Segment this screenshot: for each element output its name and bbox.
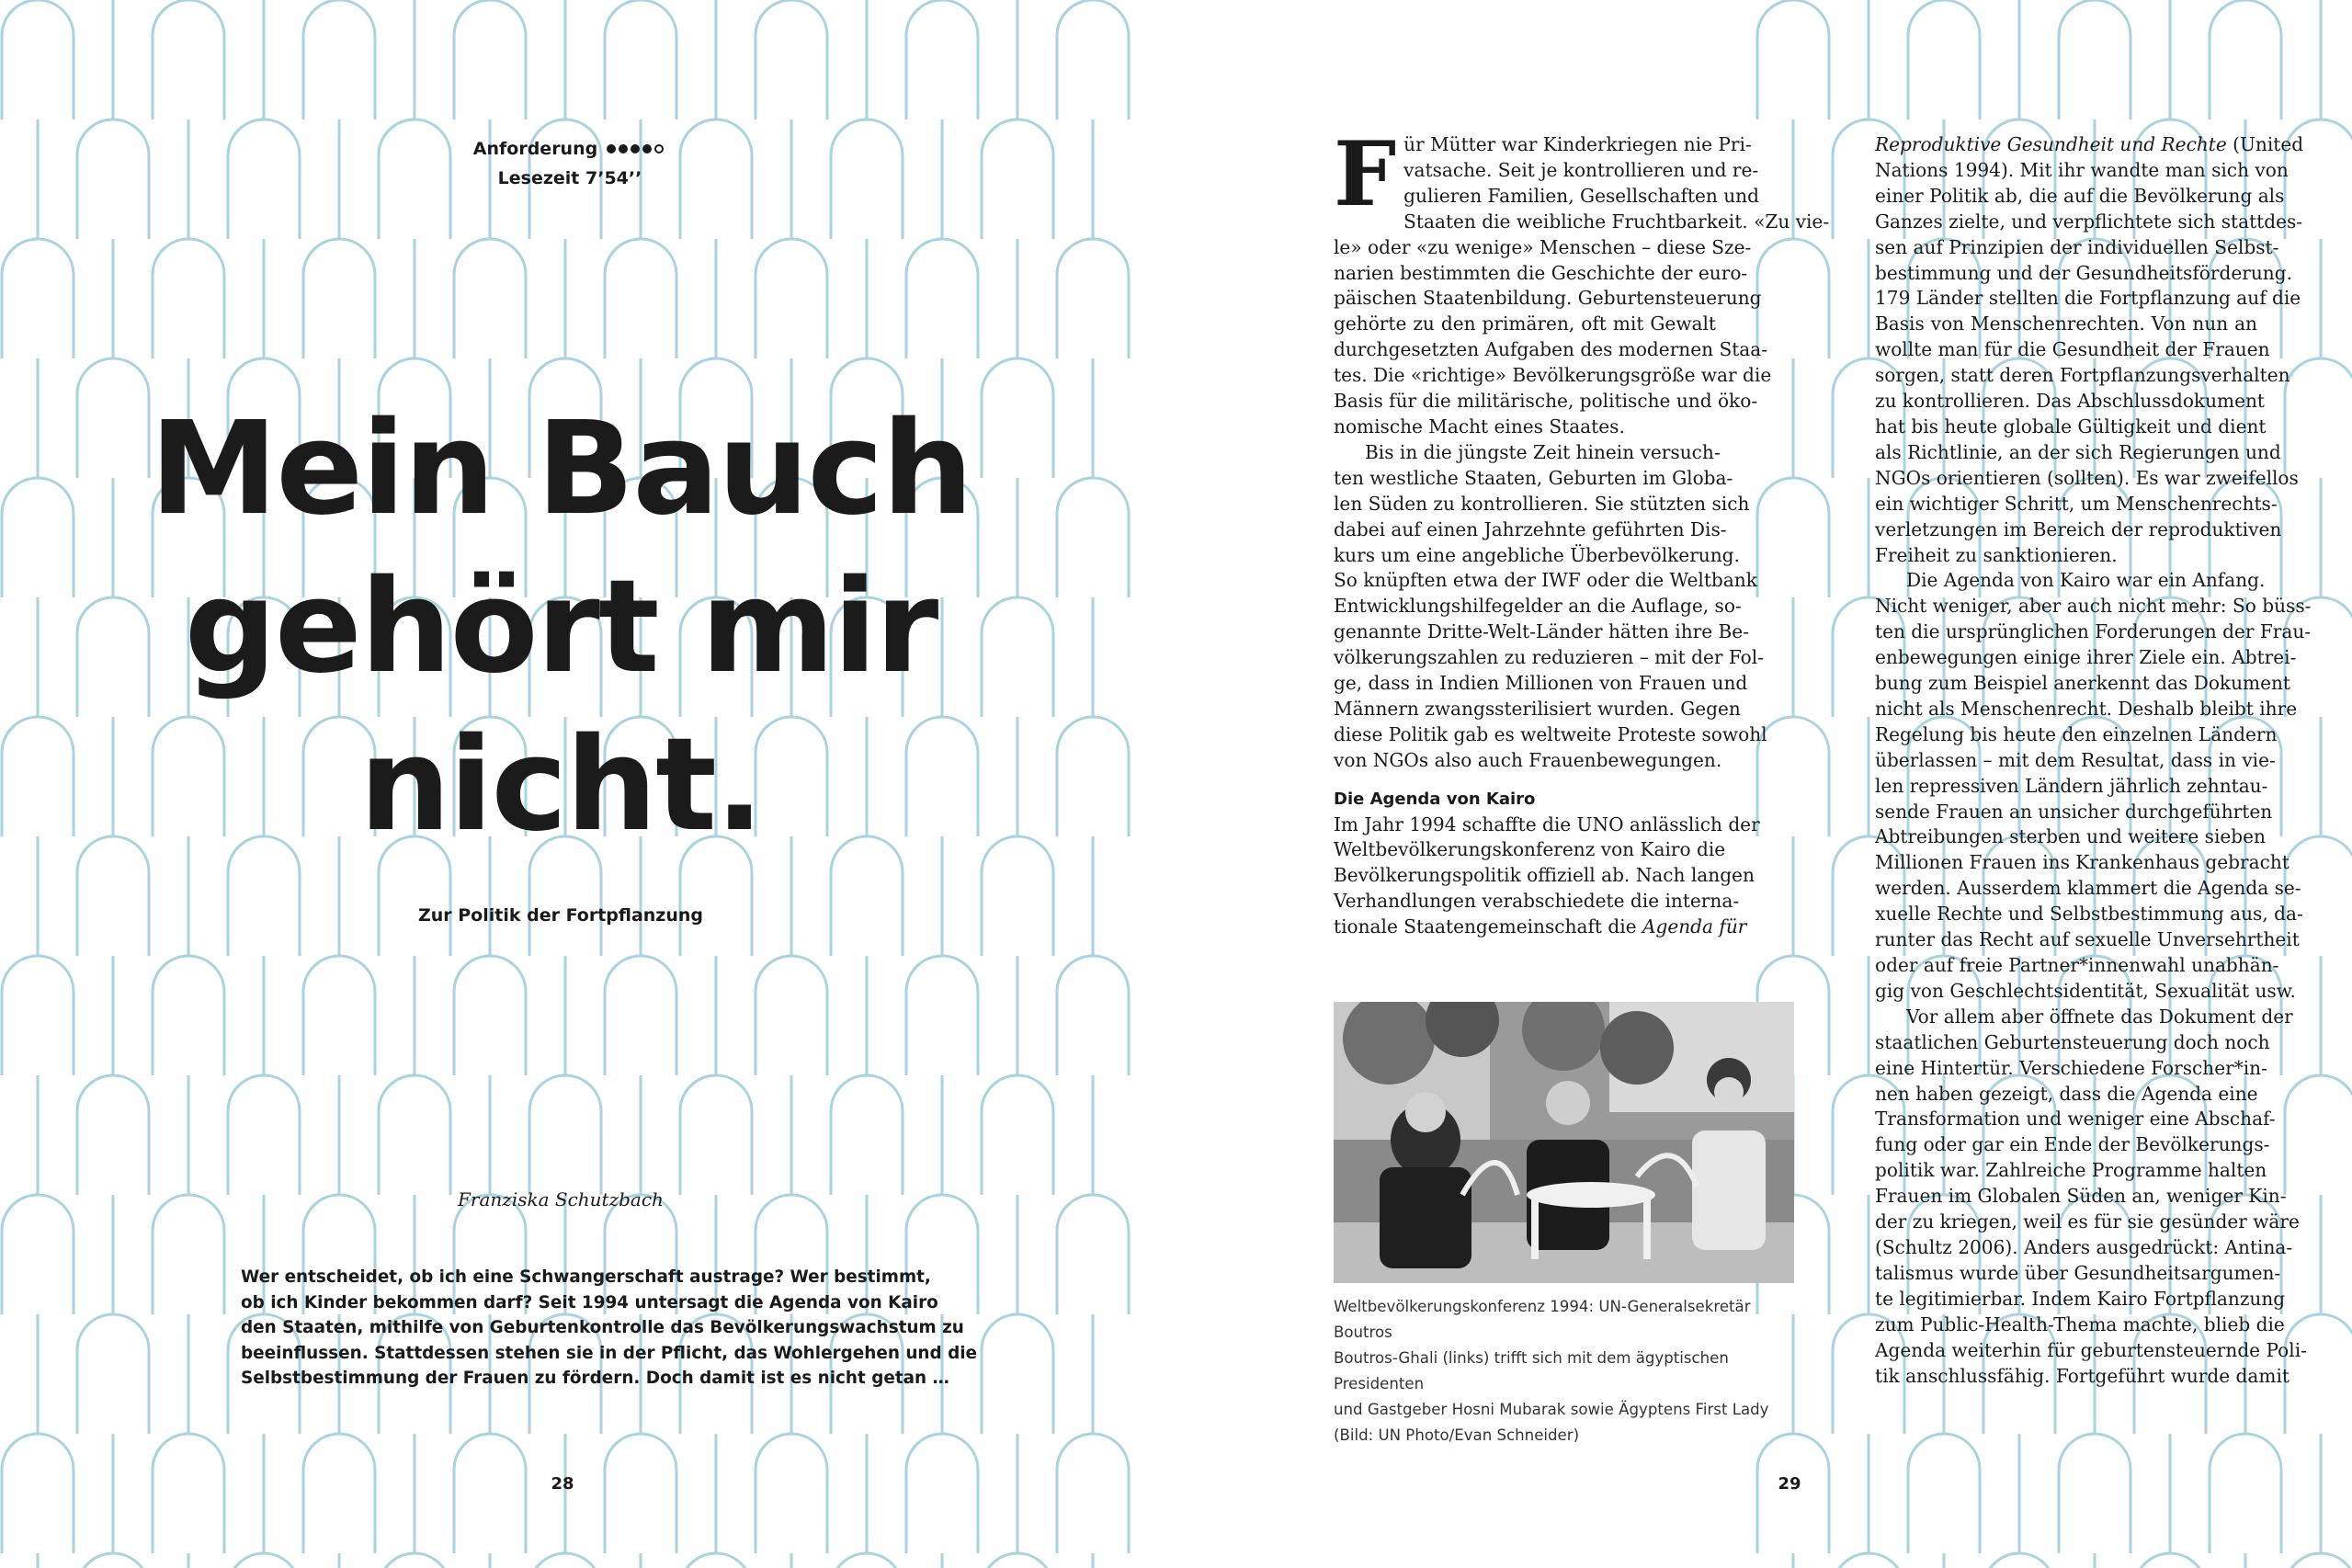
- paragraph-line: ten die ursprünglichen Forderungen der Frau-: [1875, 620, 2312, 643]
- paragraph-line: Nicht weniger, aber auch nicht mehr: So büss-: [1875, 595, 2312, 618]
- paragraph-line: NGOs orientieren (sollten). Es war zweifellos: [1875, 466, 2299, 489]
- paragraph-3: [1334, 812, 1760, 915]
- paragraph-line: runter das Recht auf sexuelle Unversehrtheit: [1875, 928, 2300, 951]
- paragraph-line: (Schultz 2006). Anders ausgedrückt: Antina-: [1875, 1235, 2293, 1258]
- paragraph-line: sende Frauen an unsicher durchgeführten: [1875, 800, 2273, 823]
- paragraph-line: Frauen im Globalen Süden an, weniger Kin-: [1875, 1185, 2287, 1208]
- empty-dot-icon: [654, 144, 664, 153]
- paragraph-line: Entwicklungshilfegelder an die Auflage, so-: [1334, 595, 1742, 618]
- paragraph-line: sen auf Prinzipien der individuellen Selbst-: [1875, 235, 2279, 258]
- paragraph-line: So knüpften etwa der IWF oder die Weltbank: [1334, 569, 1757, 592]
- lead-line: beeinflussen. Stattdessen stehen sie in der Pflicht, das Wohlergehen und die: [241, 1343, 978, 1363]
- difficulty-label: Anforderung: [472, 139, 598, 159]
- text-column-2: [1875, 132, 2312, 1389]
- article-subtitle: Zur Politik der Fortpflanzung: [417, 905, 704, 926]
- lead-line: Wer entscheidet, ob ich eine Schwangerschaft austrage? Wer bestimmt,: [241, 1267, 931, 1287]
- paragraph-line: enbewegungen einige ihrer Ziele ein. Abtrei-: [1875, 646, 2297, 669]
- paragraph-line: fung oder gar ein Ende der Bevölkerungs-: [1875, 1133, 2270, 1156]
- photo-illustration: [1334, 1002, 1794, 1283]
- paragraph-line: Die Agenda von Kairo war ein Anfang.: [1906, 569, 2266, 592]
- paragraph-line: päischen Staatenbildung. Geburtensteuerung: [1334, 287, 1762, 310]
- paragraph-line: Nations 1994). Mit ihr wandte man sich von: [1875, 158, 2289, 181]
- lead-paragraph: [241, 1265, 978, 1392]
- filled-dot-icon: [619, 144, 628, 153]
- paragraph-line: len Süden zu kontrollieren. Sie stützten sich: [1334, 492, 1750, 515]
- filled-dot-icon: [631, 144, 640, 153]
- caption-line: und Gastgeber Hosni Mubarak sowie Ägyptens First Lady: [1334, 1401, 1769, 1418]
- agenda-title-italic: Agenda für: [1642, 915, 1747, 938]
- paragraph-line: dabei auf einen Jahrzehnte geführten Dis-: [1334, 517, 1727, 540]
- paragraph-line: genannte Dritte-Welt-Länder hätten ihre Be-: [1334, 620, 1749, 643]
- paragraph-line: vatsache. Seit je kontrollieren und re-: [1403, 158, 1759, 181]
- section-heading: Die Agenda von Kairo: [1334, 789, 1536, 809]
- page-number-left: 28: [551, 1474, 574, 1494]
- paragraph-line: Vor allem aber öffnete das Dokument der: [1906, 1005, 2293, 1028]
- paragraph-3: [1875, 1005, 2307, 1390]
- title-line: gehört mir: [184, 552, 937, 702]
- paragraph-line: [1334, 915, 1747, 940]
- paragraph-line: Weltbevölkerungskonferenz von Kairo die: [1334, 838, 1726, 861]
- paragraph-line: len repressiven Ländern jährlich zehntau-: [1875, 774, 2268, 797]
- paragraph-line: Millionen Frauen ins Krankenhaus gebracht: [1875, 851, 2290, 874]
- paragraph-line: ein wichtiger Schritt, um Menschenrechts-: [1875, 492, 2278, 515]
- conference-photo: [1334, 1002, 1794, 1283]
- agenda-title-italic: Reproduktive Gesundheit und Rechte: [1875, 133, 2227, 155]
- paragraph-line: te legitimierbar. Indem Kairo Fortpflanzung: [1875, 1287, 2286, 1310]
- paragraph-line: zu kontrollieren. Das Abschlussdokument: [1875, 390, 2265, 413]
- text-column-1: [1334, 122, 1830, 940]
- caption-line: Weltbevölkerungskonferenz 1994: UN-Generalsekretär Boutros: [1334, 1298, 1751, 1341]
- drop-cap: F: [1334, 122, 1397, 226]
- caption-line: (Bild: UN Photo/Evan Schneider): [1334, 1426, 1580, 1444]
- paragraph-line: hat bis heute globale Gültigkeit und dient: [1875, 415, 2267, 437]
- article-title: [92, 391, 1029, 865]
- paragraph-line: Regelung bis heute den einzelnen Ländern: [1875, 722, 2278, 745]
- paragraph-line: gehörte zu den primären, oft mit Gewalt: [1334, 312, 1716, 335]
- paragraph-line: nomische Macht eines Staates.: [1334, 415, 1625, 437]
- page-number-right: 29: [1778, 1474, 1801, 1494]
- paragraph-line: bestimmung und der Gesundheitsförderung.: [1875, 261, 2292, 284]
- paragraph-line: le» oder «zu wenige» Menschen – diese Sze-: [1334, 235, 1752, 258]
- difficulty-rating-dots: [607, 137, 666, 165]
- reading-meta: [441, 135, 699, 192]
- paragraph-line: Im Jahr 1994 schaffte die UNO anlässlich der: [1334, 812, 1760, 835]
- paragraph-line: 179 Länder stellten die Fortpflanzung auf die: [1875, 287, 2301, 310]
- paragraph-line: Agenda weiterhin für geburtensteuernde Poli-: [1875, 1338, 2307, 1361]
- paragraph-2: [1875, 568, 2312, 1004]
- paragraph-line: von NGOs also auch Frauenbewegungen.: [1334, 748, 1722, 771]
- paragraph-line: zum Public-Health-Thema machte, blieb die: [1875, 1312, 2285, 1335]
- paragraph-line: bung zum Beispiel anerkennt das Dokument: [1875, 672, 2291, 695]
- paragraph-line: Basis für die militärische, politische und öko-: [1334, 390, 1758, 413]
- paragraph-line: oder auf freie Partner*innenwahl unabhän-: [1875, 954, 2279, 976]
- paragraph-line: wollte man für die Gesundheit der Frauen: [1875, 338, 2270, 361]
- paragraph-line: Staaten die weibliche Fruchtbarkeit. «Zu vie-: [1403, 210, 1830, 233]
- lead-line: den Staaten, mithilfe von Geburtenkontrolle das Bevölkerungswachstum zu: [241, 1318, 964, 1337]
- paragraph-line: ür Mütter war Kinderkriegen nie Pri-: [1403, 133, 1752, 155]
- filled-dot-icon: [642, 144, 652, 153]
- reading-time: Lesezeit 7’54’’: [497, 168, 642, 188]
- paragraph-line: werden. Ausserdem klammert die Agenda se-: [1875, 877, 2301, 900]
- paragraph-line: überlassen – mit dem Resultat, dass in vie-: [1875, 748, 2276, 771]
- paragraph-line: Verhandlungen verabschiedete die interna-: [1334, 890, 1740, 913]
- paragraph-line: durchgesetzten Aufgaben des modernen Staa-: [1334, 338, 1768, 361]
- paragraph-line: völkerungszahlen zu reduzieren – mit der Fol-: [1334, 646, 1764, 669]
- paragraph-line: Transformation und weniger eine Abschaf-: [1875, 1108, 2276, 1131]
- paragraph-line: Abtreibungen sterben und weitere sieben: [1875, 825, 2266, 848]
- paragraph-line: nicht als Menschenrecht. Deshalb bleibt ihre: [1875, 697, 2298, 720]
- paragraph-line: als Richtlinie, an der sich Regierungen und: [1875, 440, 2281, 463]
- paragraph-line: Bevölkerungspolitik offiziell ab. Nach langen: [1334, 864, 1755, 887]
- paragraph-line: Basis von Menschenrechten. Von nun an: [1875, 312, 2257, 335]
- paragraph-line: tes. Die «richtige» Bevölkerungsgröße war die: [1334, 364, 1772, 387]
- paragraph-line: sorgen, statt deren Fortpflanzungsverhalten: [1875, 364, 2290, 387]
- paragraph-line: kurs um eine angebliche Überbevölkerung.: [1334, 543, 1740, 566]
- caption-line: Boutros-Ghali (links) trifft sich mit dem ägyptischen Presidenten: [1334, 1349, 1729, 1392]
- paragraph-line: verletzungen im Bereich der reproduktiven: [1875, 517, 2282, 540]
- paragraph-line: ge, dass in Indien Millionen von Frauen und: [1334, 672, 1748, 695]
- paragraph-line: Ganzes zielte, und verpflichtete sich stattdes-: [1875, 210, 2303, 233]
- right-page: [1176, 0, 2352, 1568]
- line-text: (United: [2226, 133, 2304, 155]
- author-name: Franziska Schutzbach: [458, 1188, 664, 1210]
- paragraph-line: eine Hintertür. Verschiedene Forscher*in-: [1875, 1056, 2267, 1079]
- lead-line: Selbstbestimmung der Frauen zu fördern. Doch damit ist es nicht getan …: [241, 1369, 949, 1388]
- lead-line: ob ich Kinder bekommen darf? Seit 1994 untersagt die Agenda von Kairo: [241, 1292, 938, 1312]
- paragraph-line: der zu kriegen, weil es für sie gesünder wäre: [1875, 1210, 2300, 1233]
- title-line: Mein Bauch: [149, 394, 972, 544]
- paragraph-line: gulieren Familien, Gesellschaften und: [1403, 184, 1759, 207]
- paragraph-line: ten westliche Staaten, Geburten im Globa-: [1334, 466, 1733, 489]
- paragraph-line: talismus wurde über Gesundheitsargumen-: [1875, 1261, 2281, 1284]
- paragraph-line: politik war. Zahlreiche Programme halten: [1875, 1159, 2267, 1182]
- paragraph-line: narien bestimmten die Geschichte der euro-: [1334, 261, 1748, 284]
- paragraph-line: nen haben gezeigt, dass die Agenda eine: [1875, 1082, 2258, 1105]
- paragraph-line: xuelle Rechte und Selbstbestimmung aus, da-: [1875, 903, 2303, 926]
- paragraph-line: staatlichen Geburtensteuerung doch noch: [1875, 1030, 2270, 1053]
- paragraph-line: Bis in die jüngste Zeit hinein versuch-: [1365, 440, 1721, 463]
- line-text: tionale Staatengemeinschaft die: [1334, 915, 1642, 938]
- paragraph-line: diese Politik gab es weltweite Proteste sowohl: [1334, 722, 1767, 745]
- paragraph-line: tik anschlussfähig. Fortgeführt wurde damit: [1875, 1364, 2290, 1387]
- photo-caption: [1334, 1294, 1812, 1449]
- title-line: nicht.: [358, 710, 763, 860]
- paragraph-2: [1334, 440, 1767, 774]
- paragraph-line: einer Politik ab, die auf die Bevölkerung als: [1875, 184, 2285, 207]
- paragraph-line: gig von Geschlechtsidentität, Sexualität usw.: [1875, 979, 2296, 1002]
- filled-dot-icon: [607, 144, 616, 153]
- paragraph-line: Männern zwangssterilisiert wurden. Gegen: [1334, 697, 1741, 720]
- paragraph-line: Freiheit zu sanktionieren.: [1875, 543, 2118, 566]
- paragraph-1: [1875, 158, 2303, 569]
- paragraph-line: [1875, 132, 2304, 158]
